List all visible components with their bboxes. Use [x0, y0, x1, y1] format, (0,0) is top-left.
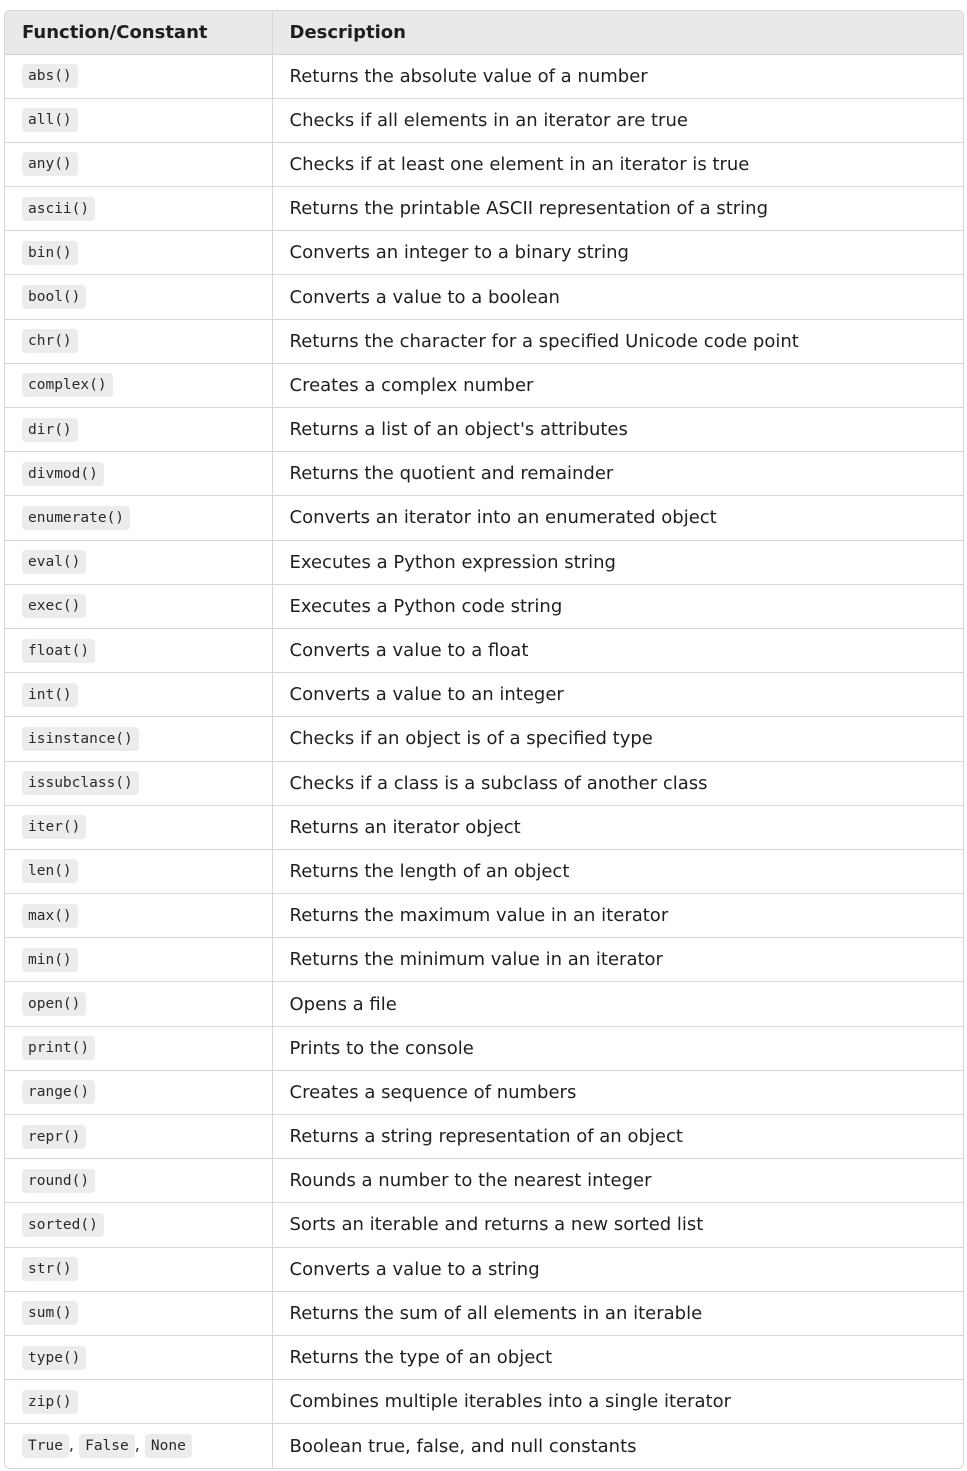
description-cell: Prints to the console: [272, 1026, 963, 1070]
description-cell: Converts a value to an integer: [272, 673, 963, 717]
description-cell: Executes a Python expression string: [272, 540, 963, 584]
separator: ,: [134, 1435, 145, 1455]
description-cell: Converts an integer to a binary string: [272, 231, 963, 275]
table-row: [5, 54, 963, 98]
description-cell: Returns the sum of all elements in an iterable: [272, 1291, 963, 1335]
description-cell: Returns the quotient and remainder: [272, 452, 963, 496]
function-name: sum(): [22, 1301, 78, 1325]
table-row: [5, 363, 963, 407]
function-cell: [5, 849, 272, 893]
function-cell: [5, 805, 272, 849]
description-cell: Converts a value to a boolean: [272, 275, 963, 319]
function-name: str(): [22, 1257, 78, 1281]
function-cell: [5, 54, 272, 98]
table-row: [5, 584, 963, 628]
table-row: [5, 142, 963, 186]
function-name: round(): [22, 1169, 95, 1193]
table-row: [5, 231, 963, 275]
function-cell: [5, 584, 272, 628]
function-cell: [5, 1159, 272, 1203]
table-row: [5, 319, 963, 363]
function-cell: [5, 231, 272, 275]
function-cell: [5, 982, 272, 1026]
function-name: chr(): [22, 329, 78, 353]
function-name: float(): [22, 639, 95, 663]
function-cell: [5, 717, 272, 761]
function-cell: [5, 1247, 272, 1291]
table-row: [5, 1291, 963, 1335]
function-cell: [5, 1026, 272, 1070]
table-row: [5, 1247, 963, 1291]
function-cell: [5, 496, 272, 540]
description-cell: Returns a string representation of an object: [272, 1115, 963, 1159]
table-row: [5, 1115, 963, 1159]
function-name: enumerate(): [22, 506, 130, 530]
table-row: [5, 805, 963, 849]
function-name: ascii(): [22, 197, 95, 221]
description-cell: Converts an iterator into an enumerated object: [272, 496, 963, 540]
description-cell: Sorts an iterable and returns a new sorted list: [272, 1203, 963, 1247]
function-cell: [5, 1335, 272, 1379]
header-description: Description: [272, 11, 963, 54]
table-row: [5, 540, 963, 584]
function-cell: [5, 894, 272, 938]
function-name: abs(): [22, 64, 78, 88]
function-name: len(): [22, 859, 78, 883]
function-name: divmod(): [22, 462, 104, 486]
table-row: [5, 98, 963, 142]
table-row: [5, 1380, 963, 1424]
function-name: type(): [22, 1346, 86, 1370]
function-name: sorted(): [22, 1213, 104, 1237]
function-cell: [5, 1424, 272, 1468]
table-row: [5, 894, 963, 938]
function-cell: [5, 1115, 272, 1159]
function-name: bin(): [22, 241, 78, 265]
function-name: complex(): [22, 373, 113, 397]
header-row: [5, 11, 963, 54]
description-cell: Boolean true, false, and null constants: [272, 1424, 963, 1468]
function-cell: [5, 363, 272, 407]
function-name: print(): [22, 1036, 95, 1060]
table-row: [5, 1203, 963, 1247]
table-row: [5, 628, 963, 672]
table-row: [5, 673, 963, 717]
table-row: [5, 982, 963, 1026]
description-cell: Rounds a number to the nearest integer: [272, 1159, 963, 1203]
description-cell: Returns a list of an object's attributes: [272, 408, 963, 452]
table-row: [5, 1026, 963, 1070]
description-cell: Checks if a class is a subclass of another class: [272, 761, 963, 805]
function-name: None: [145, 1434, 192, 1458]
function-cell: [5, 98, 272, 142]
description-cell: Checks if all elements in an iterator are true: [272, 98, 963, 142]
builtins-table-container: [4, 10, 964, 1469]
function-cell: [5, 275, 272, 319]
header-function-constant: Function/Constant: [5, 11, 272, 54]
description-cell: Checks if at least one element in an iterator is true: [272, 142, 963, 186]
function-name: max(): [22, 904, 78, 928]
function-name: repr(): [22, 1125, 86, 1149]
function-cell: [5, 452, 272, 496]
description-cell: Opens a file: [272, 982, 963, 1026]
table-body: [5, 54, 963, 1468]
function-cell: [5, 1291, 272, 1335]
function-name: bool(): [22, 285, 86, 309]
function-name: dir(): [22, 418, 78, 442]
builtins-table: [5, 11, 963, 1468]
function-name: any(): [22, 152, 78, 176]
table-row: [5, 761, 963, 805]
function-name: isinstance(): [22, 727, 139, 751]
table-row: [5, 849, 963, 893]
function-cell: [5, 408, 272, 452]
function-name: iter(): [22, 815, 86, 839]
description-cell: Returns the type of an object: [272, 1335, 963, 1379]
table-row: [5, 1424, 963, 1468]
table-row: [5, 187, 963, 231]
table-row: [5, 938, 963, 982]
function-name: all(): [22, 108, 78, 132]
table-row: [5, 1335, 963, 1379]
function-cell: [5, 540, 272, 584]
table-row: [5, 275, 963, 319]
description-cell: Creates a complex number: [272, 363, 963, 407]
description-cell: Returns the length of an object: [272, 849, 963, 893]
function-name: min(): [22, 948, 78, 972]
function-cell: [5, 628, 272, 672]
function-name: range(): [22, 1080, 95, 1104]
function-cell: [5, 319, 272, 363]
function-cell: [5, 1380, 272, 1424]
table-row: [5, 717, 963, 761]
description-cell: Returns the absolute value of a number: [272, 54, 963, 98]
table-row: [5, 496, 963, 540]
description-cell: Returns the maximum value in an iterator: [272, 894, 963, 938]
function-name: eval(): [22, 550, 86, 574]
description-cell: Creates a sequence of numbers: [272, 1070, 963, 1114]
function-cell: [5, 938, 272, 982]
description-cell: Checks if an object is of a specified type: [272, 717, 963, 761]
function-cell: [5, 1203, 272, 1247]
table-row: [5, 1159, 963, 1203]
description-cell: Converts a value to a string: [272, 1247, 963, 1291]
table-row: [5, 1070, 963, 1114]
function-cell: [5, 187, 272, 231]
function-cell: [5, 673, 272, 717]
description-cell: Converts a value to a float: [272, 628, 963, 672]
function-name: False: [79, 1434, 135, 1458]
function-name: exec(): [22, 594, 86, 618]
description-cell: Returns the character for a specified Unicode code point: [272, 319, 963, 363]
description-cell: Returns the printable ASCII representation of a string: [272, 187, 963, 231]
description-cell: Returns an iterator object: [272, 805, 963, 849]
function-name: open(): [22, 992, 86, 1016]
separator: ,: [68, 1435, 80, 1455]
function-name: True: [22, 1434, 69, 1458]
function-name: issubclass(): [22, 771, 139, 795]
table-row: [5, 408, 963, 452]
function-name: zip(): [22, 1390, 78, 1414]
description-cell: Executes a Python code string: [272, 584, 963, 628]
table-row: [5, 452, 963, 496]
table-header: [5, 11, 963, 54]
function-name: int(): [22, 683, 78, 707]
description-cell: Combines multiple iterables into a single iterator: [272, 1380, 963, 1424]
function-cell: [5, 1070, 272, 1114]
description-cell: Returns the minimum value in an iterator: [272, 938, 963, 982]
function-cell: [5, 142, 272, 186]
function-cell: [5, 761, 272, 805]
